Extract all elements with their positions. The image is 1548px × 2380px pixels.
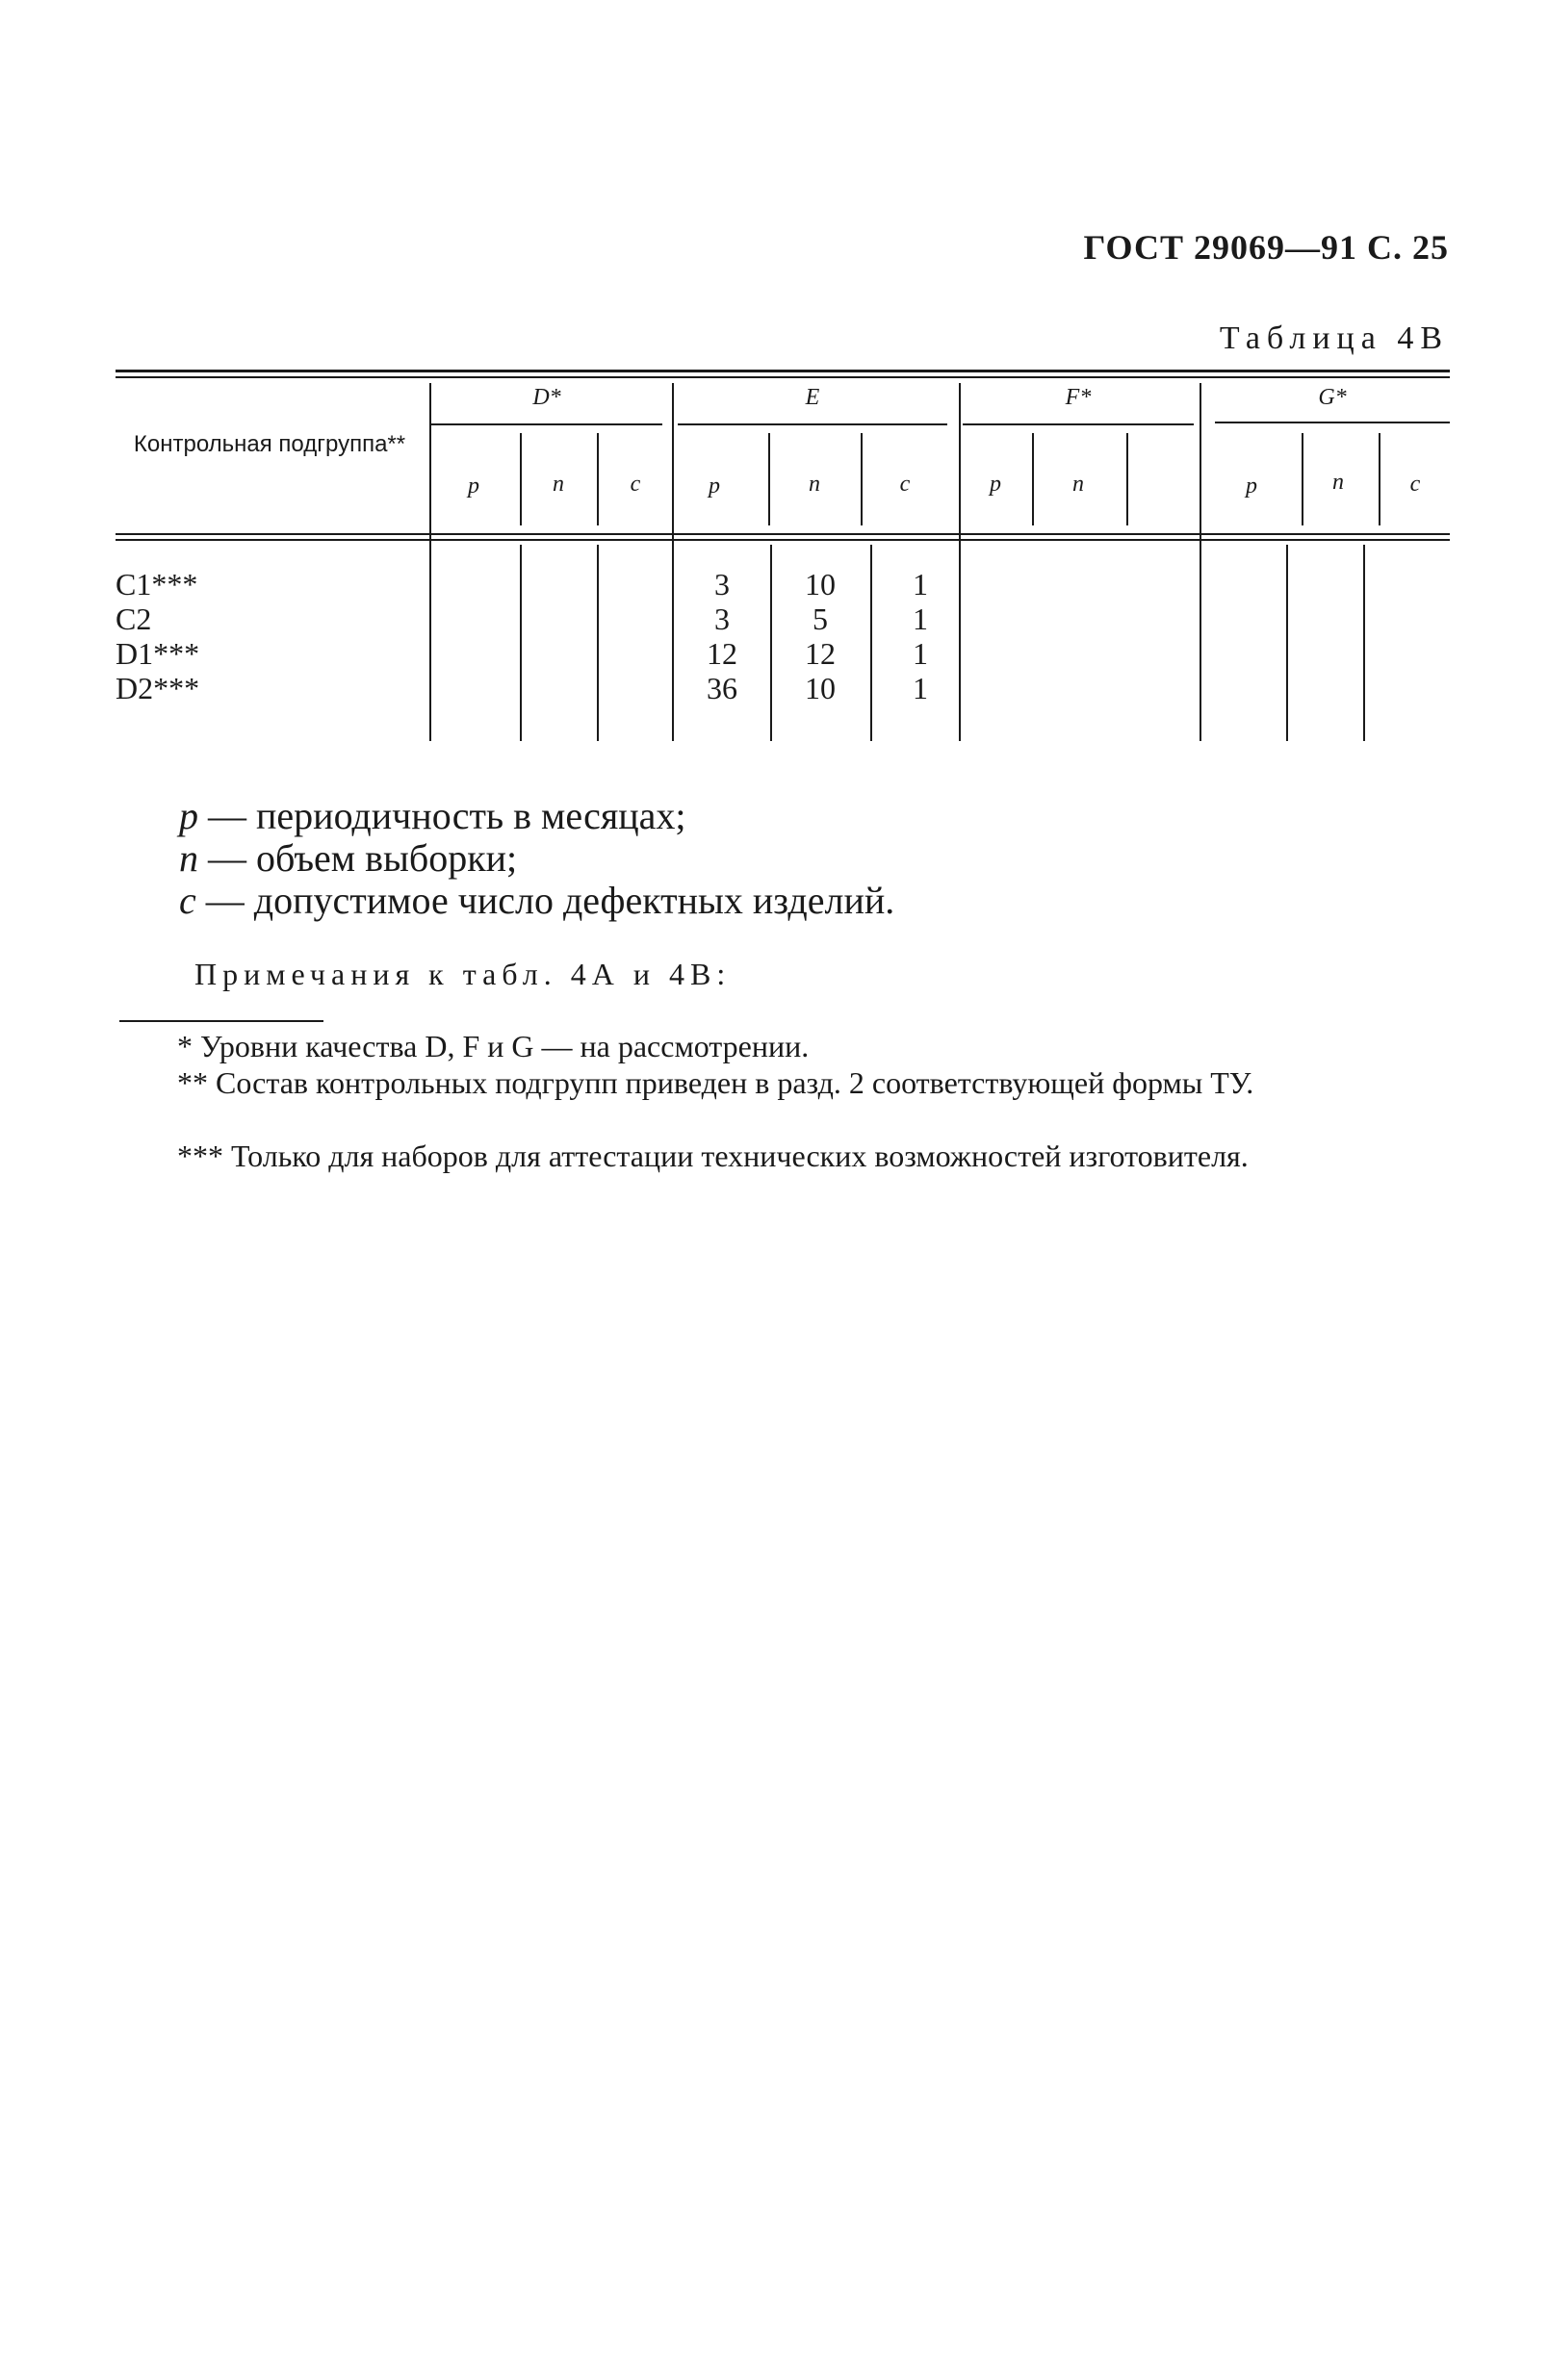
sub-head-e-p: p (709, 473, 720, 499)
cell-e-c: 1 (913, 567, 928, 601)
row-label: D2*** (116, 671, 200, 705)
page-header: ГОСТ 29069—91 С. 25 (1083, 228, 1449, 267)
sub-sep (770, 545, 772, 741)
stub-header: Контрольная подгруппа** (133, 431, 406, 457)
group-rule-d (431, 423, 662, 425)
group-rule-e (678, 423, 947, 425)
cell-e-n: 10 (805, 567, 836, 601)
cell-e-c: 1 (913, 671, 928, 705)
footnote-1: * Уровни качества D, F и G — на рассмотрении. (177, 1029, 810, 1063)
sub-sep (597, 545, 599, 741)
group-head-e: E (805, 385, 820, 410)
sub-head-g-n: n (1332, 470, 1344, 495)
legend-text: — допустимое число дефектных изделий. (205, 879, 895, 922)
legend-symbol: c (179, 879, 196, 922)
footnote-2: ** Состав контрольных подгрупп приведен в разд. 2 соответствующей формы ТУ. (177, 1065, 1254, 1100)
sub-head-d-p: p (468, 473, 479, 499)
row-label: C1*** (116, 567, 198, 601)
sub-sep (1379, 433, 1380, 525)
sub-head-e-n: n (809, 472, 820, 497)
cell-e-n: 5 (813, 601, 828, 636)
sub-head-g-c: c (1409, 472, 1421, 497)
group-head-f: F* (1065, 385, 1092, 410)
group-rule-g (1215, 422, 1450, 423)
cell-e-n: 12 (805, 636, 836, 671)
group-rule-f (963, 423, 1194, 425)
legend-symbol: p (179, 794, 198, 837)
table-top-rule-2 (116, 376, 1450, 378)
notes-title: Примечания к табл. 4А и 4В: (194, 957, 732, 991)
sub-sep (1032, 433, 1034, 525)
legend-line-c (179, 880, 894, 922)
sub-sep (1302, 433, 1303, 525)
col-sep-e (672, 383, 674, 741)
header-bottom-rule (116, 533, 1450, 535)
cell-e-p: 12 (707, 636, 737, 671)
sub-sep (520, 433, 522, 525)
header-bottom-rule-2 (116, 539, 1450, 541)
sub-sep (1363, 545, 1365, 741)
table-top-rule (116, 370, 1450, 372)
group-head-g: G* (1318, 385, 1347, 410)
legend-symbol: n (179, 836, 198, 880)
cell-e-c: 1 (913, 601, 928, 636)
col-sep-d (429, 383, 431, 741)
sub-sep (870, 545, 872, 741)
col-sep-f (959, 383, 961, 741)
footnote-3: *** Только для наборов для аттестации технических возможностей изготовителя. (177, 1139, 1249, 1173)
cell-e-n: 10 (805, 671, 836, 705)
cell-e-p: 3 (714, 567, 730, 601)
cell-e-c: 1 (913, 636, 928, 671)
group-head-d: D* (532, 385, 561, 410)
sub-sep (861, 433, 863, 525)
sub-head-e-c: c (899, 472, 911, 497)
legend-line-n (179, 837, 517, 880)
sub-head-g-p: p (1246, 473, 1257, 499)
sub-sep (768, 433, 770, 525)
sub-head-f-n: n (1072, 472, 1084, 497)
row-label: C2 (116, 601, 152, 636)
sub-sep (1126, 433, 1128, 525)
sub-sep (520, 545, 522, 741)
sub-sep (597, 433, 599, 525)
legend-line-p (179, 795, 686, 837)
footnote-rule (119, 1020, 323, 1022)
sub-sep (1286, 545, 1288, 741)
legend-text: — объем выборки; (208, 836, 518, 880)
row-label: D1*** (116, 636, 200, 671)
table-label: Таблица 4В (1219, 320, 1449, 356)
sub-head-d-c: c (630, 472, 641, 497)
sub-head-d-n: n (553, 472, 564, 497)
sub-head-f-p: p (990, 472, 1001, 497)
cell-e-p: 3 (714, 601, 730, 636)
col-sep-g (1200, 383, 1201, 741)
cell-e-p: 36 (707, 671, 737, 705)
legend-text: — периодичность в месяцах; (208, 794, 686, 837)
